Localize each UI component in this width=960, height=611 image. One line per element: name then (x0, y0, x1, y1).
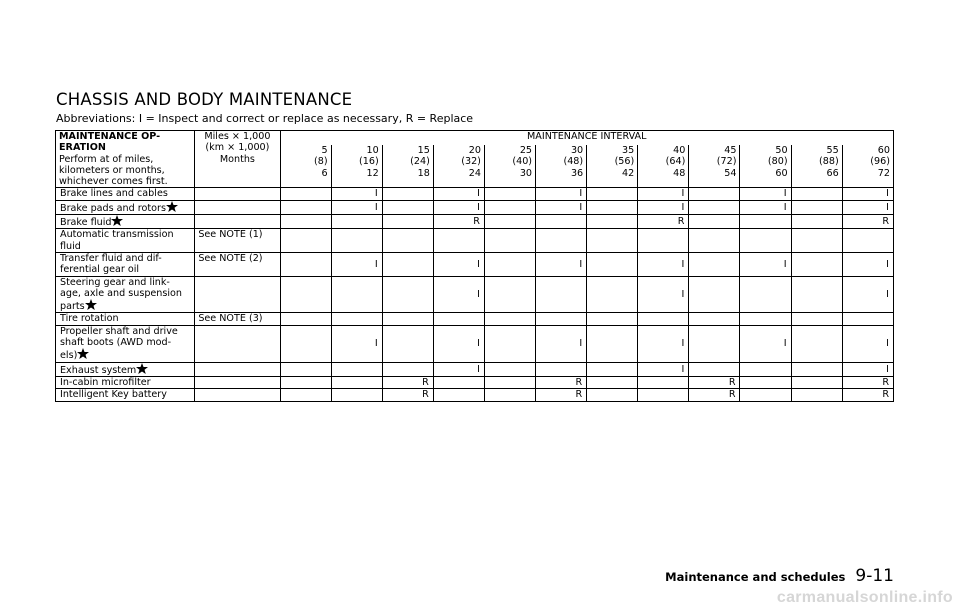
operation-header-title: ERATION (59, 142, 106, 154)
interval-cell (536, 276, 587, 313)
interval-cell (280, 252, 331, 276)
interval-cell: I (740, 325, 791, 362)
interval-cell: I (842, 325, 893, 362)
interval-cell: R (382, 389, 433, 401)
interval-cell (587, 215, 638, 229)
interval-cell: I (638, 252, 689, 276)
interval-cell (740, 313, 791, 325)
interval-cell: R (536, 376, 587, 388)
interval-cell (689, 313, 740, 325)
interval-cell: R (689, 376, 740, 388)
interval-cell: I (842, 362, 893, 376)
table-row (56, 389, 894, 401)
operation-line: Tire rotation (60, 313, 119, 325)
interval-cell (740, 229, 791, 253)
interval-cell (484, 276, 535, 313)
interval-cell: R (382, 376, 433, 388)
interval-cell (484, 313, 535, 325)
table-body (56, 188, 894, 401)
interval-cell: I (740, 200, 791, 214)
interval-cell: I (638, 362, 689, 376)
operation-note (195, 276, 280, 313)
interval-cell: R (433, 215, 484, 229)
interval-cell (587, 325, 638, 362)
operation-name (56, 276, 195, 313)
interval-cell: I (842, 200, 893, 214)
table-header-row (56, 131, 894, 146)
interval-cell (484, 229, 535, 253)
interval-cell (331, 215, 382, 229)
interval-column-header (382, 145, 433, 188)
interval-cell: I (638, 188, 689, 200)
interval-cell: R (638, 215, 689, 229)
operation-name (56, 313, 195, 325)
interval-cell (638, 389, 689, 401)
interval-column-header (842, 145, 893, 188)
operation-line: Brake lines and cables (60, 188, 168, 200)
operation-line: Propeller shaft and drive (60, 325, 178, 337)
interval-cell: I (842, 188, 893, 200)
interval-cell (331, 313, 382, 325)
operation-header-note: kilometers or months, (59, 164, 165, 176)
interval-cell (740, 362, 791, 376)
interval-cell (331, 276, 382, 313)
interval-km: (8) (314, 156, 328, 168)
operation-line: fluid (60, 240, 81, 252)
interval-cell (382, 313, 433, 325)
table-row (56, 229, 894, 253)
operation-line: Transfer fluid and dif- (60, 252, 162, 264)
interval-km: (48) (563, 156, 584, 168)
interval-cell (484, 389, 535, 401)
interval-cell (382, 215, 433, 229)
interval-cell (484, 215, 535, 229)
operation-note (195, 200, 280, 214)
interval-cell (536, 215, 587, 229)
interval-cell (382, 276, 433, 313)
interval-months: 66 (826, 167, 839, 179)
interval-cell (536, 229, 587, 253)
interval-miles: 30 (570, 145, 584, 157)
interval-cell (382, 362, 433, 376)
interval-column-header (331, 145, 382, 188)
interval-months: 36 (570, 167, 584, 179)
interval-cell (587, 362, 638, 376)
interval-miles: 50 (775, 145, 788, 157)
operation-name (56, 215, 195, 229)
page-footer (665, 566, 894, 586)
miles-km-months-header (195, 131, 280, 188)
interval-cell: I (740, 252, 791, 276)
interval-cell: I (433, 252, 484, 276)
interval-cell (740, 376, 791, 388)
interval-cell (433, 389, 484, 401)
operation-line: Brake pads and rotors (60, 201, 191, 214)
interval-cell (382, 188, 433, 200)
interval-column-header (536, 145, 587, 188)
operation-note (195, 215, 280, 229)
interval-column-header (433, 145, 484, 188)
interval-cell: I (536, 188, 587, 200)
interval-km: (80) (767, 156, 788, 168)
table-row (56, 200, 894, 214)
operation-name (56, 325, 195, 362)
interval-cell: I (638, 325, 689, 362)
interval-cell: I (331, 200, 382, 214)
interval-cell (689, 276, 740, 313)
interval-column-header (280, 145, 331, 188)
interval-cell (280, 376, 331, 388)
interval-cell: I (433, 200, 484, 214)
interval-cell (280, 200, 331, 214)
interval-miles: 10 (366, 145, 379, 157)
operation-line: shaft boots (AWD mod- (60, 337, 172, 349)
interval-km: (56) (614, 156, 635, 168)
interval-cell: R (842, 215, 893, 229)
interval-cell (484, 252, 535, 276)
interval-cell (587, 376, 638, 388)
interval-cell (587, 276, 638, 313)
operation-line: Intelligent Key battery (60, 389, 167, 401)
operation-name (56, 389, 195, 401)
interval-cell (638, 376, 689, 388)
interval-column-header (689, 145, 740, 188)
interval-cell: I (536, 252, 587, 276)
interval-cell: I (331, 325, 382, 362)
interval-cell: I (536, 325, 587, 362)
interval-months: 18 (417, 167, 430, 179)
interval-cell (689, 229, 740, 253)
interval-cell (382, 325, 433, 362)
operation-header-note: Perform at of miles, (59, 153, 154, 165)
operation-line: Brake fluid (60, 215, 191, 228)
interval-km: (40) (512, 156, 533, 168)
interval-cell: R (842, 389, 893, 401)
interval-cell (280, 362, 331, 376)
watermark: carmanualsonline.info (776, 589, 953, 606)
interval-months: 42 (622, 167, 635, 179)
interval-cell (587, 389, 638, 401)
interval-column-header (791, 145, 842, 188)
table-row (56, 362, 894, 376)
interval-cell (689, 362, 740, 376)
operation-line: In-cabin microfilter (60, 376, 151, 388)
interval-cell (587, 200, 638, 214)
interval-column-header (484, 145, 535, 188)
star-icon (136, 363, 148, 374)
operation-note (195, 188, 280, 200)
interval-column-header (740, 145, 791, 188)
interval-cell (331, 229, 382, 253)
star-icon (166, 201, 178, 212)
interval-km: (16) (359, 156, 379, 168)
table-row (56, 215, 894, 229)
interval-cell: I (842, 276, 893, 313)
interval-cell (791, 229, 842, 253)
interval-cell: I (638, 200, 689, 214)
operation-name (56, 229, 195, 253)
interval-cell: I (536, 200, 587, 214)
table-row (56, 252, 894, 276)
interval-cell (689, 200, 740, 214)
interval-months: 12 (366, 167, 379, 179)
operation-line: Steering gear and link- (60, 276, 170, 288)
interval-miles: 45 (724, 145, 737, 157)
interval-miles: 5 (321, 145, 328, 157)
interval-km: (88) (819, 156, 839, 168)
interval-cell (433, 376, 484, 388)
star-icon (85, 299, 97, 310)
interval-miles: 35 (622, 145, 635, 157)
interval-cell (280, 389, 331, 401)
interval-cell (740, 389, 791, 401)
interval-cell (536, 313, 587, 325)
operation-name (56, 200, 195, 214)
operation-header (56, 131, 195, 188)
operation-name (56, 376, 195, 388)
interval-cell (689, 252, 740, 276)
interval-cell (587, 229, 638, 253)
interval-cell (842, 313, 893, 325)
interval-cell (791, 389, 842, 401)
interval-cell (536, 362, 587, 376)
operation-name (56, 188, 195, 200)
operation-line: ferential gear oil (60, 264, 140, 276)
interval-cell (791, 276, 842, 313)
interval-cell (740, 215, 791, 229)
interval-cell: I (433, 188, 484, 200)
interval-cell (791, 313, 842, 325)
interval-months: 6 (321, 167, 328, 179)
interval-miles: 20 (468, 145, 481, 157)
interval-months: 48 (673, 167, 686, 179)
interval-cell (791, 376, 842, 388)
miles-header-line: Months (219, 153, 255, 165)
interval-cell (791, 188, 842, 200)
operation-note: See NOTE (1) (195, 229, 280, 253)
interval-km: (96) (870, 156, 890, 168)
interval-cell (689, 215, 740, 229)
operation-line: age, axle and suspension (60, 287, 183, 299)
interval-cell (484, 325, 535, 362)
table-row (56, 325, 894, 362)
operation-line: Automatic transmission (60, 229, 174, 241)
interval-cell (484, 362, 535, 376)
miles-header-line: Miles × 1,000 (204, 131, 271, 142)
interval-cell (740, 276, 791, 313)
interval-km: (72) (716, 156, 737, 168)
maintenance-interval-header: MAINTENANCE INTERVAL (280, 131, 894, 146)
interval-cell: I (842, 252, 893, 276)
interval-cell (280, 188, 331, 200)
star-icon (77, 348, 89, 359)
interval-cell (280, 229, 331, 253)
interval-cell (433, 313, 484, 325)
interval-cell: I (433, 362, 484, 376)
interval-cell: R (689, 389, 740, 401)
operation-name (56, 362, 195, 376)
operation-note (195, 362, 280, 376)
table-row (56, 376, 894, 388)
abbreviations-legend: Abbreviations: I = Inspect and correct or replace as necessary, R = Replace (56, 112, 474, 125)
interval-miles: 60 (877, 145, 890, 157)
interval-cell: R (842, 376, 893, 388)
interval-cell (791, 215, 842, 229)
operation-note: See NOTE (3) (195, 313, 280, 325)
interval-miles: 40 (673, 145, 686, 157)
interval-months: 60 (775, 167, 788, 179)
interval-column-header (587, 145, 638, 188)
interval-months: 54 (724, 167, 737, 179)
footer-section-name: Maintenance and schedules (665, 570, 846, 584)
interval-miles: 15 (417, 145, 430, 157)
page-number: 9-11 (855, 566, 894, 586)
table-row (56, 276, 894, 313)
operation-note: See NOTE (2) (195, 252, 280, 276)
interval-cell (638, 229, 689, 253)
interval-cell (842, 229, 893, 253)
maintenance-table (55, 130, 894, 402)
interval-cell (587, 252, 638, 276)
interval-cell: I (433, 325, 484, 362)
interval-cell (382, 229, 433, 253)
interval-cell (587, 313, 638, 325)
operation-name (56, 252, 195, 276)
interval-km: (24) (410, 156, 430, 168)
interval-miles: 25 (519, 145, 533, 157)
operation-line: parts (60, 299, 191, 312)
interval-cell (280, 325, 331, 362)
interval-cell: I (331, 252, 382, 276)
table-row (56, 188, 894, 200)
interval-cell (331, 389, 382, 401)
interval-cell (791, 325, 842, 362)
operation-header-note: whichever comes first. (59, 176, 168, 188)
interval-cell (689, 325, 740, 362)
interval-cell (484, 376, 535, 388)
interval-miles: 55 (826, 145, 839, 157)
interval-months: 24 (468, 167, 481, 179)
interval-km: (32) (461, 156, 481, 168)
operation-line: els) (60, 348, 191, 361)
interval-cell (382, 200, 433, 214)
interval-cell (587, 188, 638, 200)
interval-cell: I (638, 276, 689, 313)
interval-cell (484, 188, 535, 200)
operation-note (195, 376, 280, 388)
interval-cell (791, 252, 842, 276)
section-title: CHASSIS AND BODY MAINTENANCE (56, 90, 353, 109)
interval-cell (689, 188, 740, 200)
interval-cell (791, 200, 842, 214)
interval-column-header (638, 145, 689, 188)
interval-cell (433, 229, 484, 253)
interval-cell (791, 362, 842, 376)
interval-cell (280, 215, 331, 229)
interval-cell (331, 362, 382, 376)
interval-cell (382, 252, 433, 276)
interval-km: (64) (665, 156, 686, 168)
miles-header-line: (km × 1,000) (205, 142, 270, 154)
table-row (56, 313, 894, 325)
operation-note (195, 325, 280, 362)
operation-note (195, 389, 280, 401)
star-icon (111, 215, 123, 226)
interval-cell (331, 376, 382, 388)
interval-cell (280, 276, 331, 313)
interval-cell: I (740, 188, 791, 200)
operation-line: Exhaust system (60, 363, 191, 376)
interval-cell: I (433, 276, 484, 313)
interval-cell: I (331, 188, 382, 200)
interval-months: 72 (877, 167, 890, 179)
interval-cell (638, 313, 689, 325)
operation-header-title: MAINTENANCE OP- (59, 131, 161, 142)
interval-cell (280, 313, 331, 325)
interval-cell (484, 200, 535, 214)
interval-cell: R (536, 389, 587, 401)
interval-months: 30 (519, 167, 533, 179)
